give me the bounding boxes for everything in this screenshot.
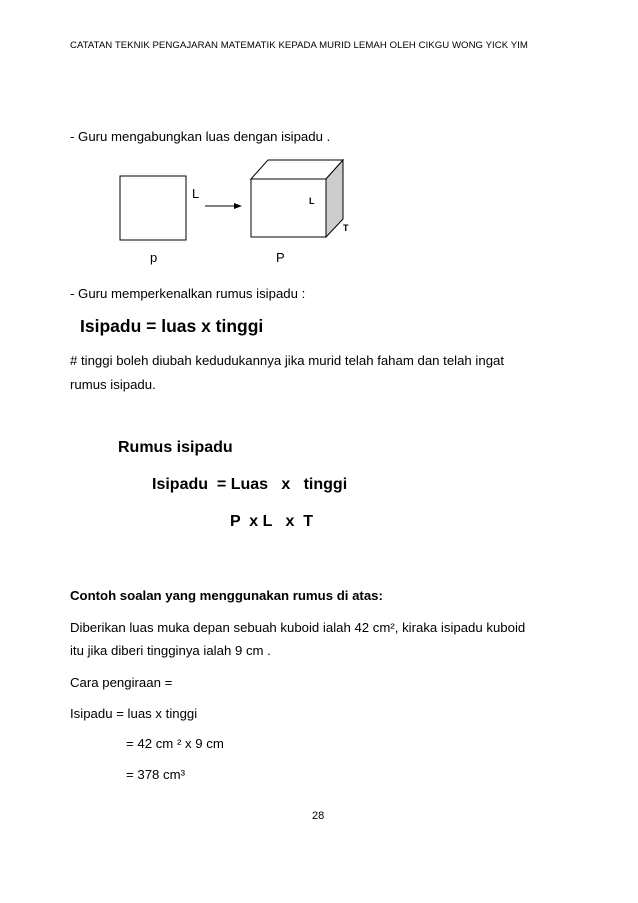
rumus-heading: Rumus isipadu <box>118 439 233 456</box>
rumus-line-2: P x L x T <box>230 513 313 530</box>
cube-depth-label: T <box>343 223 349 233</box>
square-shape <box>120 176 186 240</box>
note-line-2: rumus isipadu. <box>70 377 156 392</box>
square-bottom-label: p <box>150 250 158 265</box>
rumus-line-1: Isipadu = Luas x tinggi <box>152 476 348 493</box>
page-number: 28 <box>312 810 325 822</box>
note-line-1: # tinggi boleh diubah kedudukannya jika murid telah faham dan telah ingat <box>70 353 505 368</box>
page-header: CATATAN TEKNIK PENGAJARAN MATEMATIK KEPADA MURID LEMAH OLEH CIKGU WONG YICK YIM <box>70 40 528 51</box>
example-question-line-1: Diberikan luas muka depan sebuah kuboid ialah 42 cm², kiraka isipadu kuboid <box>70 620 526 635</box>
formula-main: Isipadu = luas x tinggi <box>80 316 264 336</box>
example-heading: Contoh soalan yang menggunakan rumus di atas: <box>70 588 383 603</box>
cube-front-label: L <box>309 196 315 206</box>
arrow-head-icon <box>234 203 242 209</box>
example-step-3: = 378 cm³ <box>126 767 186 782</box>
square-side-label: L <box>192 186 200 201</box>
intro-text: - Guru mengabungkan luas dengan isipadu . <box>70 129 331 144</box>
cube-bottom-label: P <box>276 250 285 265</box>
formula-intro-text: - Guru memperkenalkan rumus isipadu : <box>70 286 306 301</box>
example-step-1: Isipadu = luas x tinggi <box>70 706 198 721</box>
example-method: Cara pengiraan = <box>70 675 173 690</box>
example-question-line-2: itu jika diberi tingginya ialah 9 cm . <box>70 643 271 658</box>
cube-front-face <box>251 179 326 237</box>
example-step-2: = 42 cm ² x 9 cm <box>126 736 224 751</box>
